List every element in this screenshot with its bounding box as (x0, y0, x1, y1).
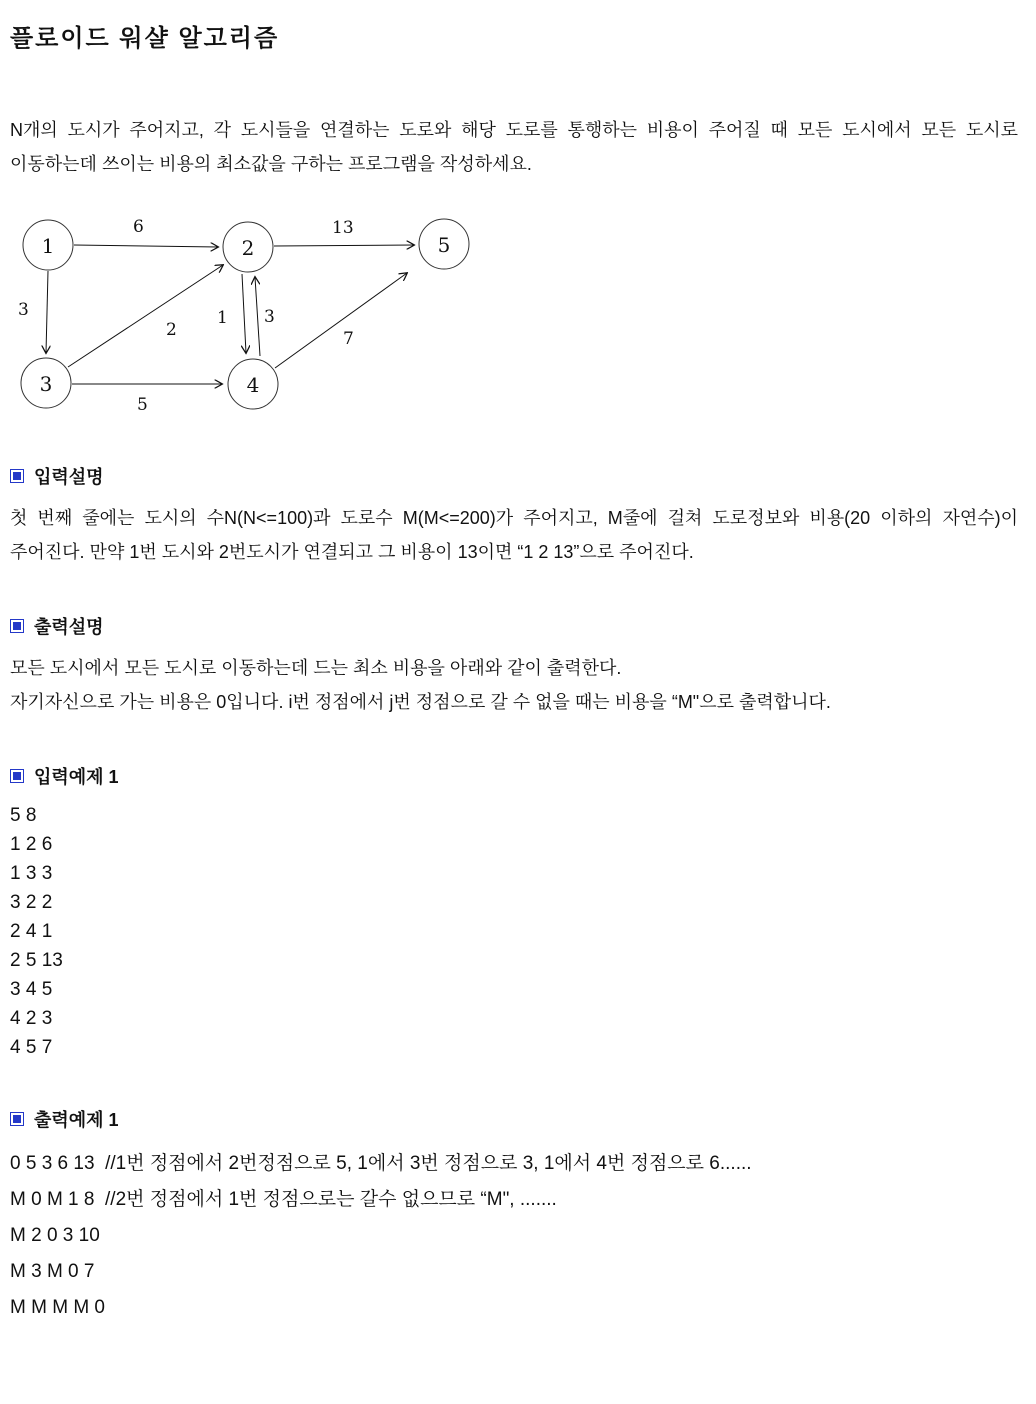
graph-edge-2-5 (274, 245, 414, 246)
graph-node-label: 5 (437, 233, 451, 257)
section-heading-input-desc (10, 463, 1018, 489)
edge-weight-label: 5 (137, 395, 148, 415)
section-heading-output-desc (10, 613, 1018, 639)
section-heading-output-example (10, 1106, 1018, 1132)
input-example-line: 3 4 5 (10, 979, 53, 1000)
section-heading-input-example (10, 763, 1018, 789)
output-description-line1: 모든 도시에서 모든 도시로 이동하는데 드는 최소 비용을 아래와 같이 출력한다. (10, 658, 622, 678)
output-example-line: M 3 M 0 7 (10, 1261, 95, 1282)
output-example-line: M 0 M 1 8 //2번 정점에서 1번 정점으로는 갈수 없으므로 “M", ....... (10, 1189, 557, 1210)
input-description-text: 첫 번째 줄에는 도시의 수N(N<=100)과 도로수 M(M<=200)가 주어지고, M줄에 걸쳐 도로정보와 비용(20 이하의 자연수)이 주어진다. 만약 1번 도시와 2번도시가 연결되고 그 비용이 13이면 “1 2 13”으로 주어진다. (10, 508, 1018, 562)
graph-node-label: 1 (41, 234, 55, 258)
input-example-line: 3 2 2 (10, 892, 53, 913)
page-title: 플로이드 워샬 알고리즘 (10, 25, 280, 52)
section-heading-label: 출력예제 1 (34, 1110, 119, 1130)
section-output-description (10, 613, 1018, 719)
section-input-description (10, 463, 1018, 569)
input-example-line: 4 5 7 (10, 1037, 53, 1058)
input-example-line: 1 3 3 (10, 863, 53, 884)
blue-square-icon (10, 769, 24, 783)
blue-square-icon (10, 469, 24, 483)
section-heading-label: 입력설명 (34, 467, 104, 487)
input-example-line: 5 8 (10, 805, 37, 826)
output-example-block (10, 1146, 1018, 1326)
edge-weight-label: 1 (217, 308, 228, 328)
graph-node-label: 4 (246, 373, 260, 397)
blue-square-icon (10, 619, 24, 633)
graph-edge-4-5 (275, 273, 407, 368)
input-example-block (10, 801, 1018, 1062)
blue-square-icon (10, 1112, 24, 1126)
section-output-example (10, 1106, 1018, 1326)
input-example-line: 1 2 6 (10, 834, 53, 855)
edge-weight-label: 2 (166, 320, 177, 340)
output-example-line: M M M M 0 (10, 1297, 105, 1318)
graph-edge-1-3 (46, 271, 48, 353)
graph-edge-1-2 (74, 245, 218, 247)
input-example-line: 2 5 13 (10, 950, 63, 971)
graph-svg (10, 197, 490, 419)
graph-node-label: 3 (39, 372, 53, 396)
edge-weight-label: 3 (264, 307, 275, 327)
edge-weight-label: 3 (18, 300, 29, 320)
section-heading-label: 출력설명 (34, 617, 104, 637)
output-description-line2: 자기자신으로 가는 비용은 0입니다. i번 정점에서 j번 정점으로 갈 수 없을 때는 비용을 “M"으로 출력합니다. (10, 692, 831, 712)
graph-edge-3-2 (68, 265, 223, 367)
input-example-line: 4 2 3 (10, 1008, 53, 1029)
output-example-line: M 2 0 3 10 (10, 1225, 100, 1246)
graph-node-label: 2 (241, 236, 255, 260)
problem-statement: N개의 도시가 주어지고, 각 도시들을 연결하는 도로와 해당 도로를 통행하는 비용이 주어질 때 모든 도시에서 모든 도시로 이동하는데 쓰이는 비용의 최소값을 구하는 프로그램을 작성하세요. (10, 120, 1018, 174)
input-example-line: 2 4 1 (10, 921, 53, 942)
graph-diagram (10, 197, 1018, 419)
edge-weight-label: 7 (343, 329, 354, 349)
graph-edge-2-4 (242, 274, 246, 353)
output-example-line: 0 5 3 6 13 //1번 정점에서 2번정점으로 5, 1에서 3번 정점으로 3, 1에서 4번 정점으로 6...... (10, 1153, 752, 1174)
section-heading-label: 입력예제 1 (34, 767, 119, 787)
edge-weight-label: 13 (332, 218, 354, 238)
section-input-example (10, 763, 1018, 1062)
edge-weight-label: 6 (133, 217, 144, 237)
graph-edge-4-2 (255, 277, 260, 356)
